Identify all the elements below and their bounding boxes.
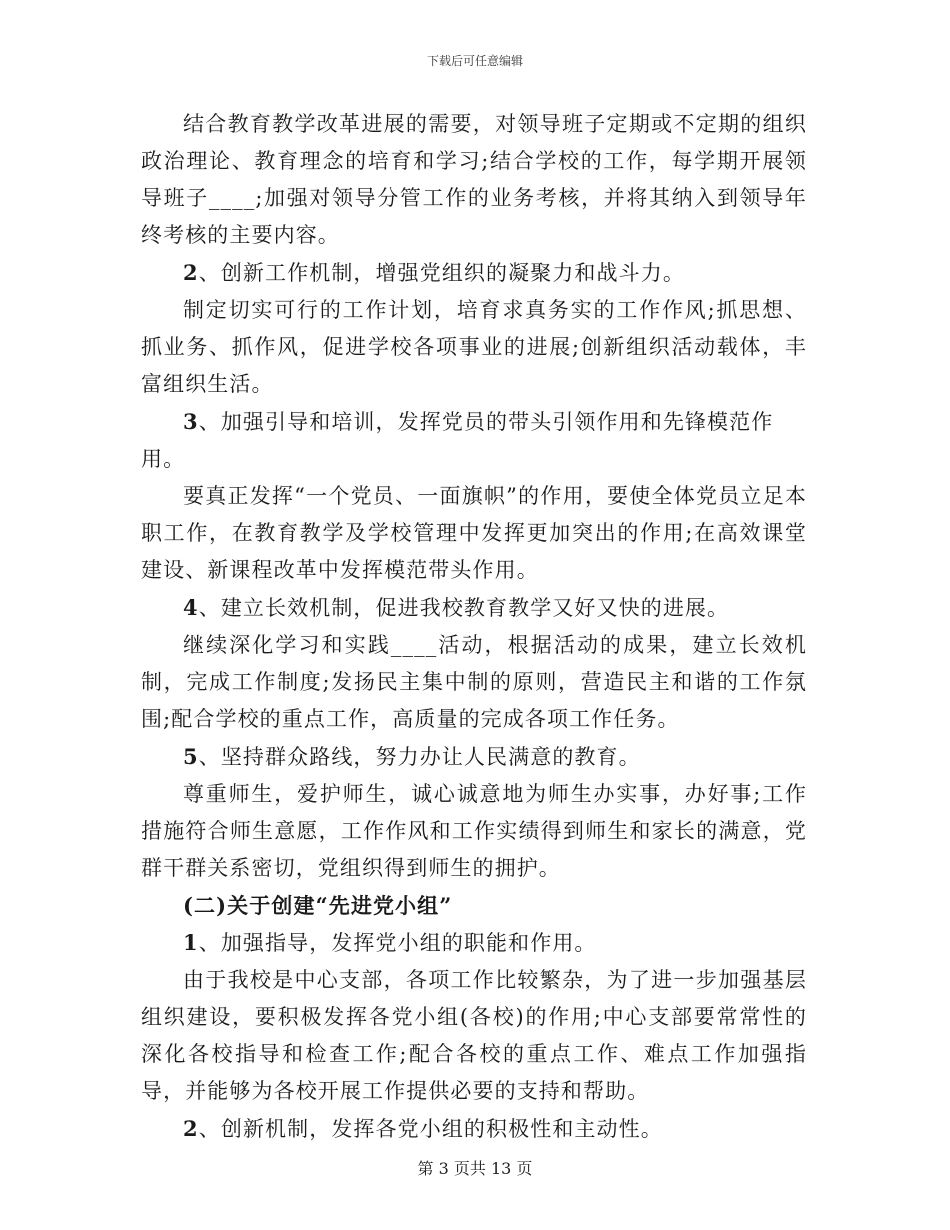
heading-text: 、坚持群众路线，努力办让人民满意的教育。: [198, 745, 641, 769]
heading-number: 5: [183, 744, 199, 769]
heading-text: 、建立长效机制，促进我校教育教学又好又快的进展。: [198, 596, 730, 620]
document-body: [141, 106, 807, 1148]
heading-number: 4: [183, 595, 199, 620]
page-header: 下载后可任意编辑: [426, 54, 523, 68]
heading-number: 2: [183, 260, 199, 285]
heading-number: 1: [183, 930, 199, 955]
heading-item-4: [141, 589, 807, 627]
page-footer: 第 3 页共 13 页: [417, 1159, 533, 1178]
section2-heading-item-1: [141, 924, 807, 962]
heading-number: 3: [183, 409, 199, 434]
section-heading-2: (二)关于创建“先进党小组”: [183, 893, 453, 918]
section2-heading-item-2: [141, 1110, 807, 1148]
heading-number: 2: [183, 1116, 199, 1141]
heading-item-5: [141, 738, 807, 776]
heading-text: 、加强引导和培训，发挥党员的带头引领作用和先锋模范作用。: [141, 410, 774, 471]
heading-text: 、加强指导，发挥党小组的职能和作用。: [198, 931, 597, 955]
heading-item-3: [141, 403, 807, 478]
heading-text: 、创新工作机制，增强党组织的凝聚力和战斗力。: [198, 261, 685, 285]
heading-text: 、创新机制，发挥各党小组的积极性和主动性。: [198, 1117, 663, 1141]
paragraph-2: 制定切实可行的工作计划，培育求真务实的工作作风;抓思想、抓业务、抓作风，促进学校各项事业的进展;创新组织活动载体，丰富组织生活。: [141, 298, 807, 396]
heading-item-2: [141, 254, 807, 292]
paragraph-5: 尊重师生，爱护师生，诚心诚意地为师生办实事，办好事;工作措施符合师生意愿，工作作风和工作实绩得到师生和家长的满意，党群干群关系密切，党组织得到师生的拥护。: [141, 782, 807, 880]
paragraph-1: 结合教育教学改革进展的需要，对领导班子定期或不定期的组织政治理论、教育理念的培育和学习;结合学校的工作，每学期开展领导班子____;加强对领导分管工作的业务考核，并将其纳入到领导年终考核的主要内容。: [141, 112, 807, 247]
paragraph-6: 由于我校是中心支部，各项工作比较繁杂，为了进一步加强基层组织建设，要积极发挥各党小组(各校)的作用;中心支部要常常性的深化各校指导和检查工作;配合各校的重点工作、难点工作加强指导，并能够为各校开展工作提供必要的支持和帮助。: [141, 968, 807, 1103]
paragraph-4: 继续深化学习和实践____活动，根据活动的成果，建立长效机制，完成工作制度;发扬民主集中制的原则，营造民主和谐的工作氛围;配合学校的重点工作，高质量的完成各项工作任务。: [141, 633, 807, 731]
paragraph-3: 要真正发挥“一个党员、一面旗帜”的作用，要使全体党员立足本职工作，在教育教学及学校管理中发挥更加突出的作用;在高效课堂建设、新课程改革中发挥模范带头作用。: [141, 484, 807, 582]
